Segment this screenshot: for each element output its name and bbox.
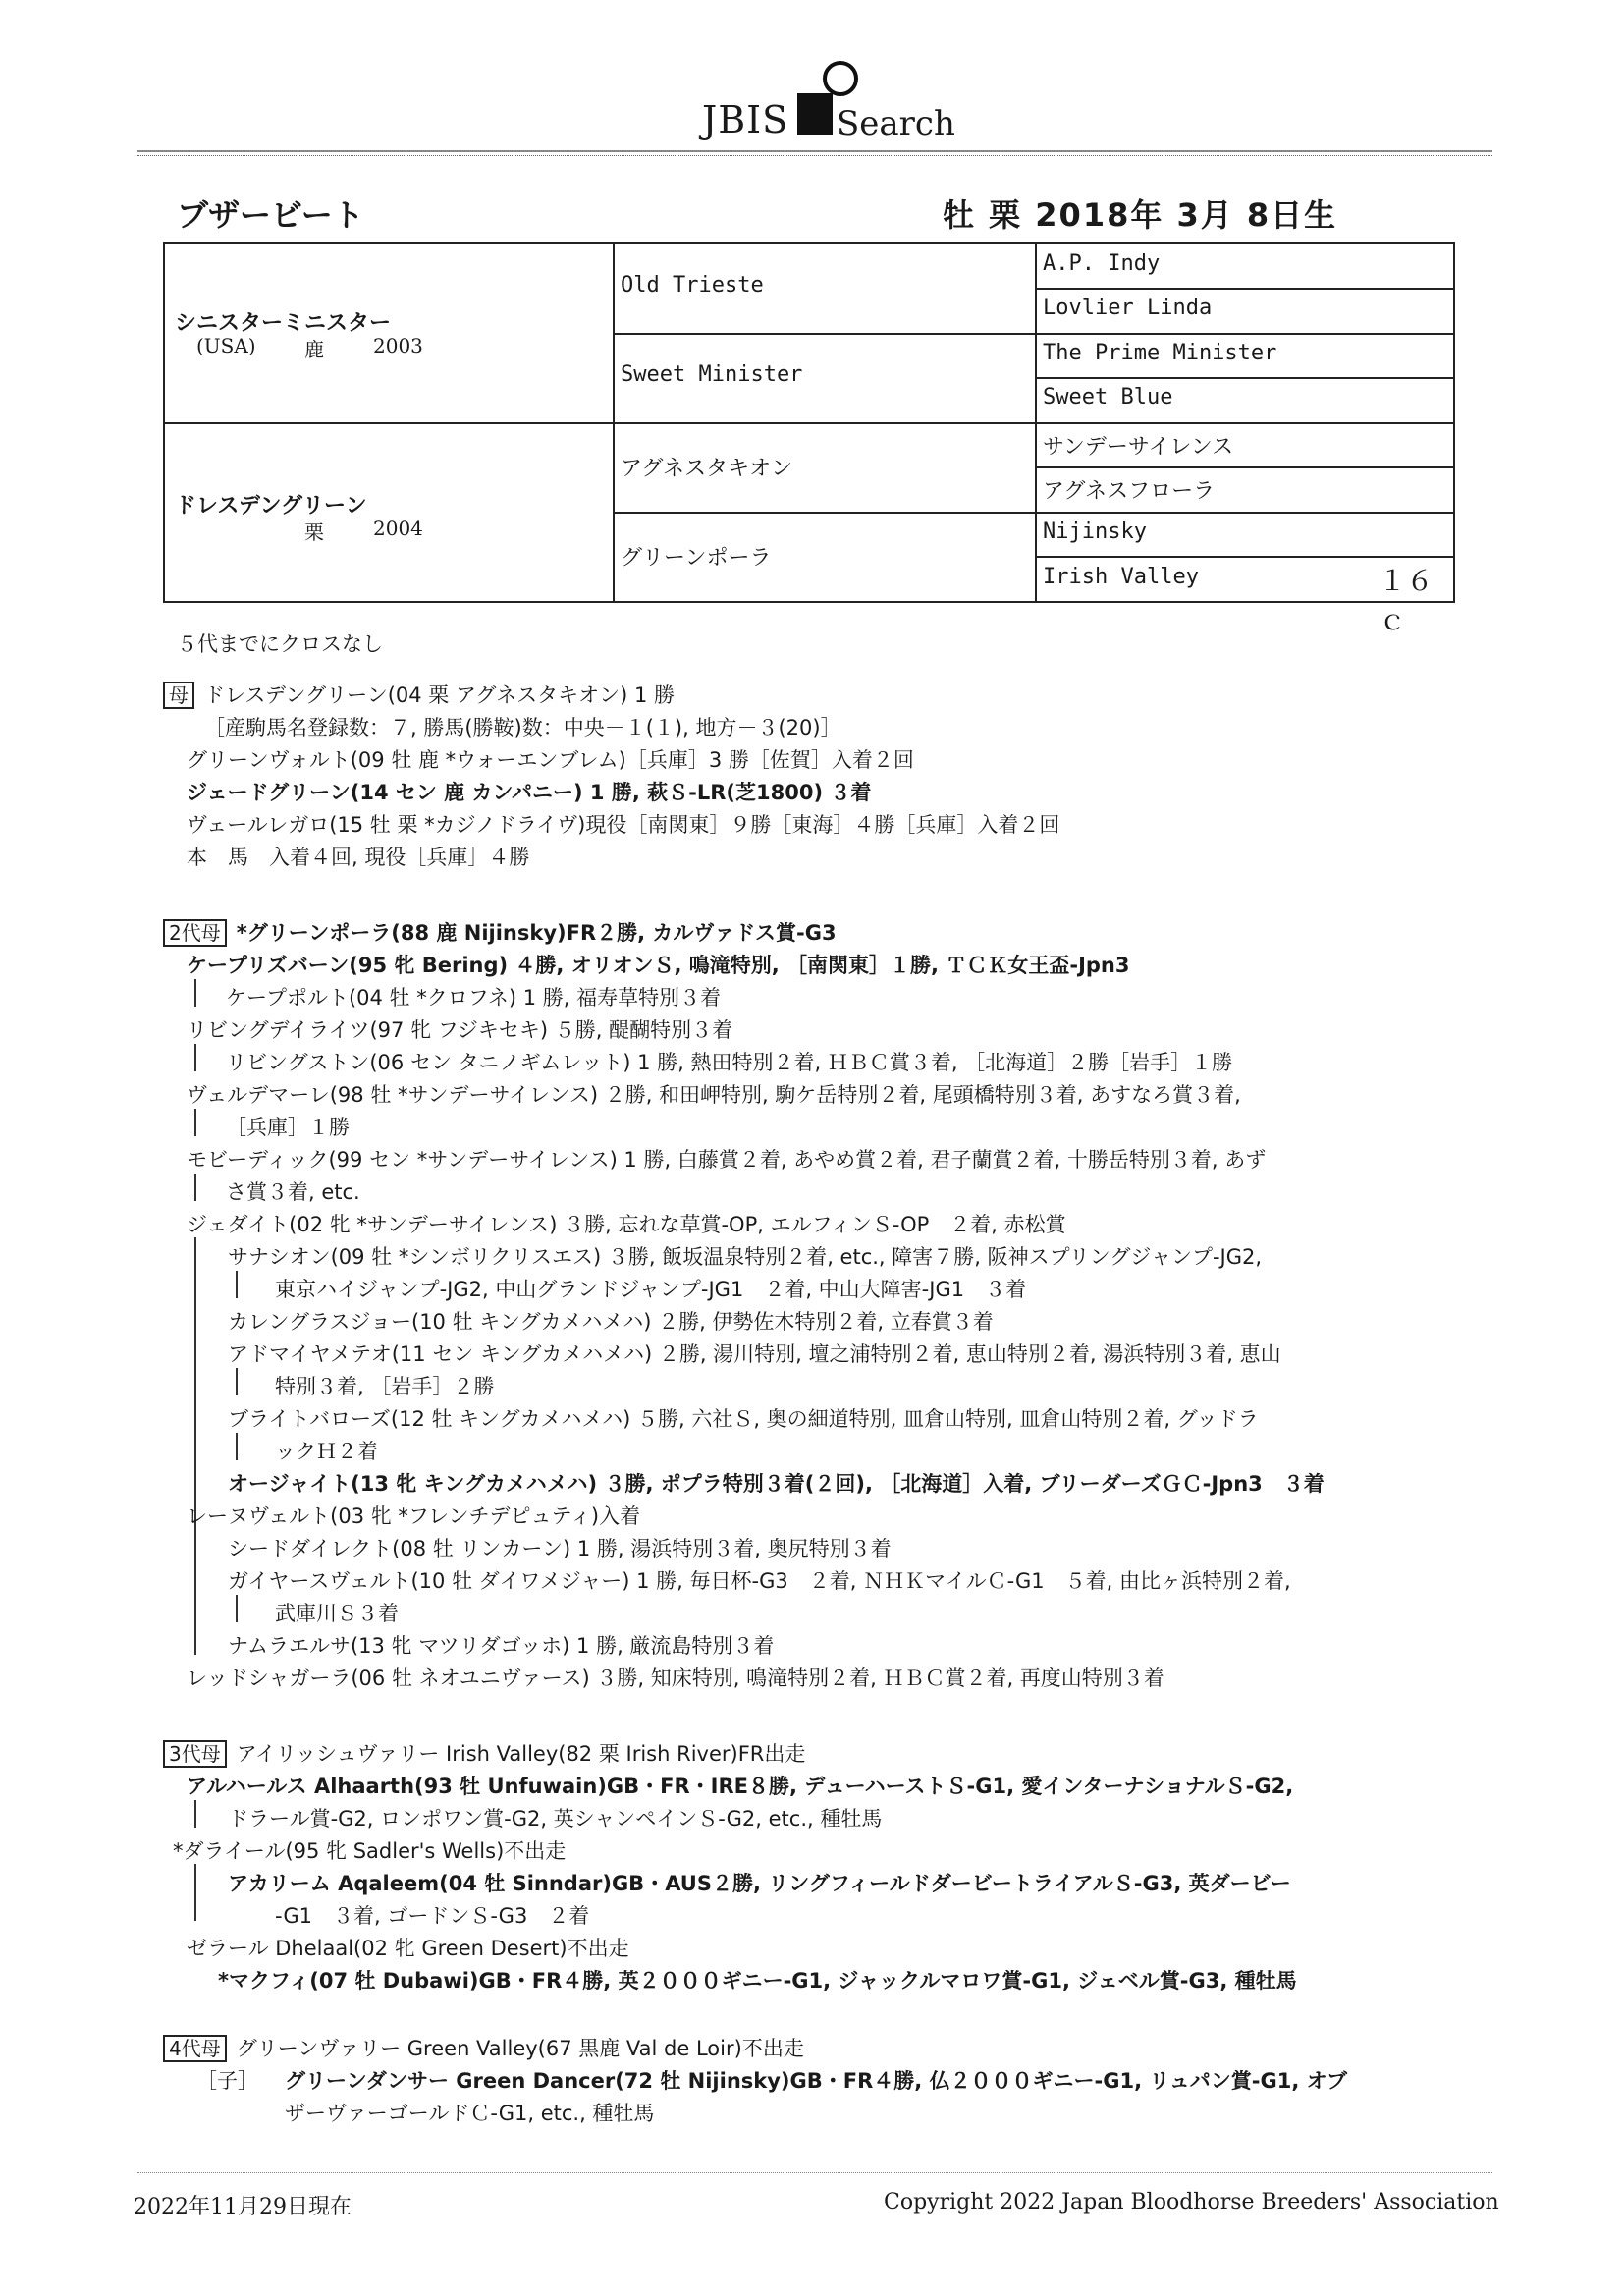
- gen3-1: A.P. Indy: [1043, 251, 1161, 276]
- third-dam-line-5: -G1 ３着, ゴードンＳ-G3 ２着: [275, 1904, 590, 1928]
- ped-row-line-g2a: [613, 333, 1453, 335]
- second-dam-line-15: ブライトバローズ(12 牡 キングカメハメハ) ５勝, 六社Ｓ, 奥の細道特別, 皿倉山特別, 皿倉山特別２着, グッドラ: [228, 1407, 1259, 1431]
- second-dam-line-5: ヴェルデマーレ(98 牡 *サンデーサイレンス) ２勝, 和田岬特別, 駒ケ岳特別２着, 尾頭橋特別３着, あすなろ賞３着,: [187, 1083, 1241, 1107]
- gen3-8: Irish Valley: [1043, 565, 1199, 589]
- second-dam-header: [163, 917, 837, 947]
- third-dam-header: [163, 1738, 805, 1768]
- tree-bar: [236, 1368, 238, 1395]
- ped-row-line-g3b: [1035, 377, 1453, 379]
- footer-date: 2022年11月29日現在: [134, 2195, 352, 2219]
- fourth-dam-line-2: グリーンダンサー Green Dancer(72 牡 Nijinsky)GB・FR４勝, 仏２０００ギニー-G1, リュパン賞-G1, オブ: [285, 2069, 1348, 2093]
- dam-line-2: グリーンヴォルト(09 牡 鹿 *ウォーエンブレム)［兵庫］3 勝［佐賀］入着２回: [187, 748, 914, 772]
- second-dam-line-4: リビングストン(06 セン タニノギムレット) 1 勝, 熱田特別２着, ＨＢＣ賞３着, ［北海道］２勝［岩手］１勝: [226, 1051, 1233, 1074]
- third-dam-line-4: アカリーム Aqaleem(04 牡 Sinndar)GB・AUS２勝, リングフィールドダービートライアルＳ-G3, 英ダービー: [228, 1872, 1291, 1895]
- ped-row-line-g3d: [1035, 556, 1453, 558]
- dam-year: 2004: [373, 517, 423, 540]
- dam-line-1: ［産駒馬名登録数：７, 勝馬(勝鞍)数：中央－１(１), 地方－３(20)］: [204, 716, 841, 739]
- footer-copyright: Copyright 2022 Japan Bloodhorse Breeders' Association: [884, 2190, 1499, 2214]
- second-dam-line-11: 東京ハイジャンプ-JG2, 中山グランドジャンプ-JG1 ２着, 中山大障害-JG1 ３着: [275, 1278, 1027, 1301]
- fourth-dam-line-3: ザーヴァーゴールドＣ-G1, etc., 種牡馬: [285, 2102, 655, 2125]
- dam-section-tag: 母: [163, 682, 194, 709]
- fourth-dam-line-1: ［子］: [196, 2069, 258, 2093]
- dam-line-0: ドレスデングリーン(04 栗 アグネスタキオン) 1 勝: [204, 683, 676, 707]
- gen2-sire-dam: Sweet Minister: [621, 362, 803, 387]
- second-dam-line-20: ガイヤースヴェルト(10 牡 ダイワメジャー) 1 勝, 毎日杯-G3 ２着, ＮＨＫマイルＣ-G1 ５着, 由比ヶ浜特別２着,: [228, 1569, 1291, 1593]
- header-rule-dotted: [137, 155, 1492, 156]
- second-dam-line-7: モビーディック(99 セン *サンデーサイレンス) 1 勝, 白藤賞２着, あやめ賞２着, 君子蘭賞２着, 十勝岳特別３着, あず: [187, 1148, 1267, 1172]
- gen2-sire-sire: Old Trieste: [621, 273, 764, 298]
- second-dam-line-22: ナムラエルサ(13 牝 マツリダゴッホ) 1 勝, 厳流島特別３着: [228, 1634, 775, 1658]
- gen3-3: The Prime Minister: [1043, 341, 1277, 365]
- logo-text-right: Search: [837, 104, 955, 143]
- tree-bar: [236, 1433, 238, 1460]
- dam-line-4: ヴェールレガロ(15 牡 栗 *カジノドライヴ)現役［南関東］９勝［東海］４勝［兵庫］入着２回: [187, 813, 1060, 837]
- second-dam-line-10: サナシオン(09 牡 *シンボリクリスエス) ３勝, 飯坂温泉特別２着, etc., 障害７勝, 阪神スプリングジャンプ-JG2,: [228, 1245, 1263, 1269]
- dam-section-header: [163, 680, 675, 709]
- family-number: １６ｃ: [1379, 565, 1435, 636]
- tree-bar: [194, 1800, 196, 1828]
- dam-color: 栗: [304, 520, 324, 544]
- fourth-dam-tag: 4代母: [163, 2035, 227, 2062]
- second-dam-line-1: ケープリズバーン(95 牝 Bering) ４勝, オリオンＳ, 鳴滝特別, ［南関東］１勝, ＴＣＫ女王盃-Jpn3: [187, 954, 1130, 977]
- second-dam-line-12: カレングラスジョー(10 牡 キングカメハメハ) ２勝, 伊勢佐木特別２着, 立春賞３着: [228, 1310, 994, 1334]
- third-dam-line-7: *マクフィ(07 牡 Dubawi)GB・FR４勝, 英２０００ギニー-G1, ジャックルマロワ賞-G1, ジェベル賞-G3, 種牡馬: [218, 1969, 1297, 1993]
- magnifier-icon: [823, 61, 858, 96]
- gen3-2: Lovlier Linda: [1043, 296, 1213, 320]
- horse-info: 牡 栗 2018年 3月 8日生: [943, 196, 1338, 234]
- second-dam-line-2: ケープポルト(04 牡 *クロフネ) 1 勝, 福寿草特別３着: [226, 986, 722, 1010]
- third-dam-line-6: ゼラール Dhelaal(02 牝 Green Desert)不出走: [187, 1937, 629, 1960]
- second-dam-line-16: ックＨ２着: [275, 1440, 378, 1463]
- gen2-dam-sire: アグネスタキオン: [621, 457, 793, 481]
- tree-bar: [194, 979, 196, 1007]
- gen3-5: サンデーサイレンス: [1043, 435, 1234, 460]
- third-dam-line-2: ドラール賞-G2, ロンポワン賞-G2, 英シャンペインＳ-G2, etc., 種牡馬: [228, 1807, 883, 1831]
- gen3-6: アグネスフローラ: [1043, 479, 1216, 504]
- sire-origin: (USA): [196, 334, 256, 357]
- ped-row-line-main: [165, 422, 1453, 424]
- logo: [0, 0, 1624, 147]
- logo-box-icon: [797, 93, 833, 135]
- ped-row-line-g3a: [1035, 288, 1453, 290]
- dam-name: ドレスデングリーン: [175, 494, 367, 519]
- second-dam-line-17: オージャイト(13 牝 キングカメハメハ) ３勝, ポプラ特別３着(２回), ［北海道］入着, ブリーダーズＧＣ-Jpn3 ３着: [228, 1472, 1325, 1496]
- sire-name: シニスターミニスター: [175, 311, 392, 336]
- second-dam-line-8: さ賞３着, etc.: [226, 1180, 360, 1204]
- ped-row-line-g3c: [1035, 466, 1453, 468]
- tree-bar: [194, 1864, 196, 1921]
- header-rule: [137, 150, 1492, 152]
- second-dam-line-21: 武庫川Ｓ３着: [275, 1602, 399, 1625]
- gen3-4: Sweet Blue: [1043, 385, 1173, 410]
- second-dam-line-0: *グリーンポーラ(88 鹿 Nijinsky)FR２勝, カルヴァドス賞-G3: [236, 921, 837, 945]
- gen2-dam-dam: グリーンポーラ: [621, 546, 772, 571]
- second-dam-line-14: 特別３着, ［岩手］２勝: [275, 1375, 495, 1398]
- second-dam-line-13: アドマイヤメテオ(11 セン キングカメハメハ) ２勝, 湯川特別, 壇之浦特別２着, 恵山特別２着, 湯浜特別３着, 恵山: [228, 1342, 1281, 1366]
- footer-rule: [137, 2172, 1492, 2173]
- fourth-dam-line-0: グリーンヴァリー Green Valley(67 黒鹿 Val de Loir)不出走: [236, 2037, 804, 2060]
- logo-text-left: JBIS: [702, 98, 789, 141]
- tree-bar: [194, 1109, 196, 1136]
- ped-row-line-g2b: [613, 512, 1453, 514]
- third-dam-line-1: アルハールス Alhaarth(93 牡 Unfuwain)GB・FR・IRE８勝, デューハーストＳ-G1, 愛インターナショナルＳ-G2,: [187, 1775, 1294, 1798]
- tree-bar: [236, 1595, 238, 1622]
- third-dam-line-0: アイリッシュヴァリー Irish Valley(82 栗 Irish River)FR出走: [236, 1742, 806, 1766]
- second-dam-line-3: リビングデイライツ(97 牝 フジキセキ) ５勝, 醍醐特別３着: [187, 1018, 733, 1042]
- tree-bar: [194, 1174, 196, 1201]
- second-dam-line-23: レッドシャガーラ(06 牡 ネオユニヴァース) ３勝, 知床特別, 鳴滝特別２着, ＨＢＣ賞２着, 再度山特別３着: [187, 1667, 1164, 1690]
- second-dam-line-6: ［兵庫］１勝: [226, 1116, 350, 1139]
- cross-note: ５代までにクロスなし: [177, 632, 383, 656]
- second-dam-line-18: レーヌヴェルト(03 牝 *フレンチデピュティ)入着: [187, 1504, 641, 1528]
- sire-year: 2003: [373, 334, 423, 357]
- sire-color: 鹿: [304, 338, 324, 361]
- tree-bar: [236, 1271, 238, 1298]
- tree-bar: [194, 1044, 196, 1071]
- tree-bar: [194, 1237, 196, 1655]
- second-dam-line-9: ジェダイト(02 牝 *サンデーサイレンス) ３勝, 忘れな草賞-OP, エルフィンＳ-OP ２着, 赤松賞: [187, 1213, 1066, 1236]
- second-dam-tag: 2代母: [163, 919, 227, 947]
- second-dam-line-19: シードダイレクト(08 牡 リンカーン) 1 勝, 湯浜特別３着, 奥尻特別３着: [228, 1537, 892, 1560]
- dam-line-3: ジェードグリーン(14 セン 鹿 カンパニー) 1 勝, 萩Ｓ-LR(芝1800) ３着: [187, 781, 872, 804]
- third-dam-tag: 3代母: [163, 1740, 227, 1768]
- third-dam-line-3: *ダライール(95 牝 Sadler's Wells)不出走: [173, 1839, 567, 1863]
- horse-name: ブザービート: [177, 196, 364, 234]
- dam-line-5: 本 馬 入着４回, 現役［兵庫］４勝: [187, 846, 530, 869]
- gen3-7: Nijinsky: [1043, 519, 1147, 544]
- fourth-dam-header: [163, 2033, 804, 2062]
- pedigree-table: [163, 242, 1455, 636]
